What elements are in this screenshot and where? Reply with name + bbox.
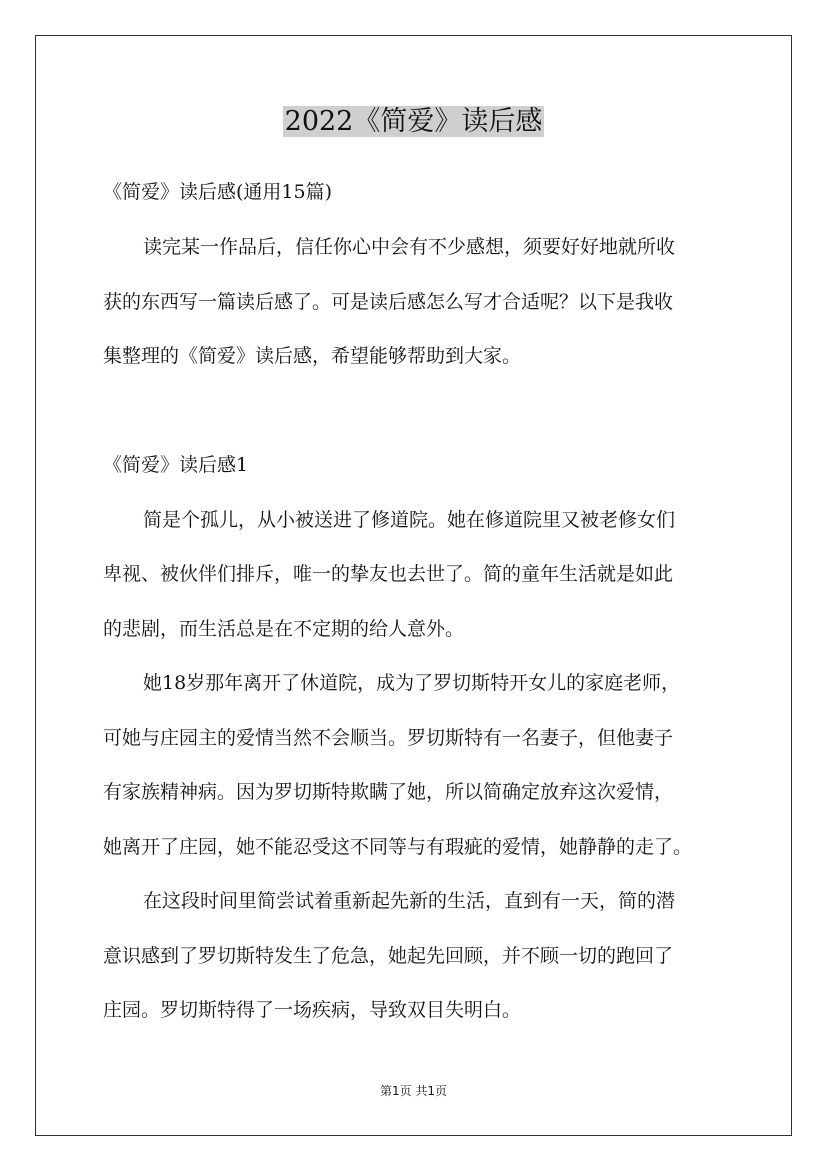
paragraph-line: 意识感到了罗切斯特发生了危急，她起先回顾，并不顾一切的跑回了 [103, 945, 674, 967]
intro-line: 读完某一作品后，信任你心中会有不少感想，须要好好地就所收 [143, 236, 676, 258]
paragraph-line: 庄园。罗切斯特得了一场疾病，导致双目失明白。 [103, 999, 522, 1021]
paragraph-line: 可她与庄园主的爱情当然不会顺当。罗切斯特有一名妻子，但他妻子 [103, 727, 674, 749]
document-title-text: 2022《简爱》读后感 [284, 106, 543, 137]
intro-line: 获的东西写一篇读后感了。可是读后感怎么写才合适呢？以下是我收 [103, 291, 674, 313]
paragraph-line: 简是个孤儿，从小被送进了修道院。她在修道院里又被老修女们 [143, 509, 676, 531]
paragraph-line: 卑视、被伙伴们排斥，唯一的挚友也去世了。简的童年生活就是如此 [103, 563, 674, 585]
intro-line: 集整理的《简爱》读后感，希望能够帮助到大家。 [103, 345, 522, 367]
document-subtitle: 《简爱》读后感(通用15篇) [103, 181, 333, 203]
paragraph-line: 在这段时间里简尝试着重新起先新的生活，直到有一天，简的潜 [143, 890, 676, 912]
paragraph-line: 有家族精神病。因为罗切斯特欺瞒了她，所以简确定放弃这次爱情， [103, 781, 674, 803]
page-number: 第1页 共1页 [379, 1084, 448, 1098]
paragraph-line: 的悲剧，而生活总是在不定期的给人意外。 [103, 618, 465, 640]
section-heading: 《简爱》读后感1 [103, 454, 249, 476]
document-title [0, 100, 827, 144]
paragraph-line: 她18岁那年离开了休道院，成为了罗切斯特开女儿的家庭老师， [143, 672, 681, 694]
paragraph-line: 她离开了庄园，她不能忍受这不同等与有瑕疵的爱情，她静静的走了。 [103, 836, 693, 858]
